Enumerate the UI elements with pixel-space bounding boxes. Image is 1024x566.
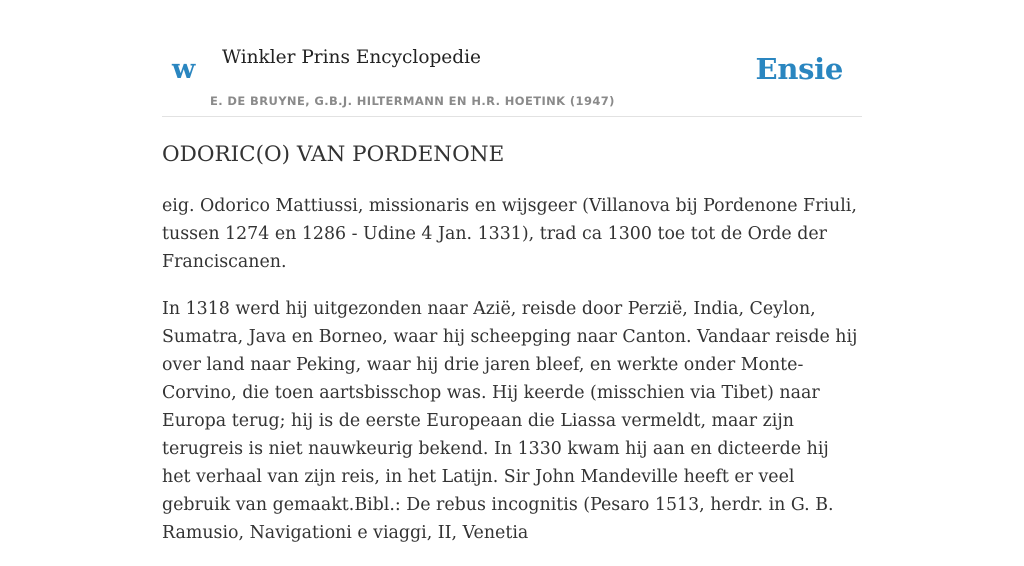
article-body	[162, 192, 862, 566]
source-title[interactable]: Winkler Prins Encyclopedie	[222, 47, 481, 68]
article-paragraph: eig. Odorico Mattiussi, missionaris en wijsgeer (Villanova bij Pordenone Friuli, tussen 1274 en 1286 - Udine 4 Jan. 1331), trad ca 1300 toe tot de Orde der Franciscanen.	[162, 196, 857, 272]
article-title: ODORIC(O) VAN PORDENONE	[162, 142, 505, 167]
source-authors: E. DE BRUYNE, G.B.J. HILTERMANN EN H.R. HOETINK (1947)	[210, 94, 615, 108]
brand-logo[interactable]: Ensie	[755, 52, 843, 86]
article-paragraph: In 1318 werd hij uitgezonden naar Azië, reisde door Perzië, India, Ceylon, Sumatra, Java en Borneo, waar hij scheepging naar Canton. Vandaar reisde hij over land naar Peking, waar hij drie jaren bleef, en werkte onder Monte-Corvino, die toen aartsbisschop was. Hij keerde (misschien via Tibet) naar Europa terug; hij is de eerste Europeaan die Liassa vermeldt, maar zijn terugreis is niet nauwkeurig bekend. In 1330 kwam hij aan en dicteerde hij het verhaal van zijn reis, in het Latijn. Sir John Mandeville heeft er veel gebruik van gemaakt.Bibl.: De rebus incognitis (Pesaro 1513, herdr. in G. B. Ramusio, Navigationi e viaggi, II, Venetia	[162, 299, 858, 543]
source-logo[interactable]: w	[172, 54, 196, 85]
source-header	[162, 0, 862, 117]
